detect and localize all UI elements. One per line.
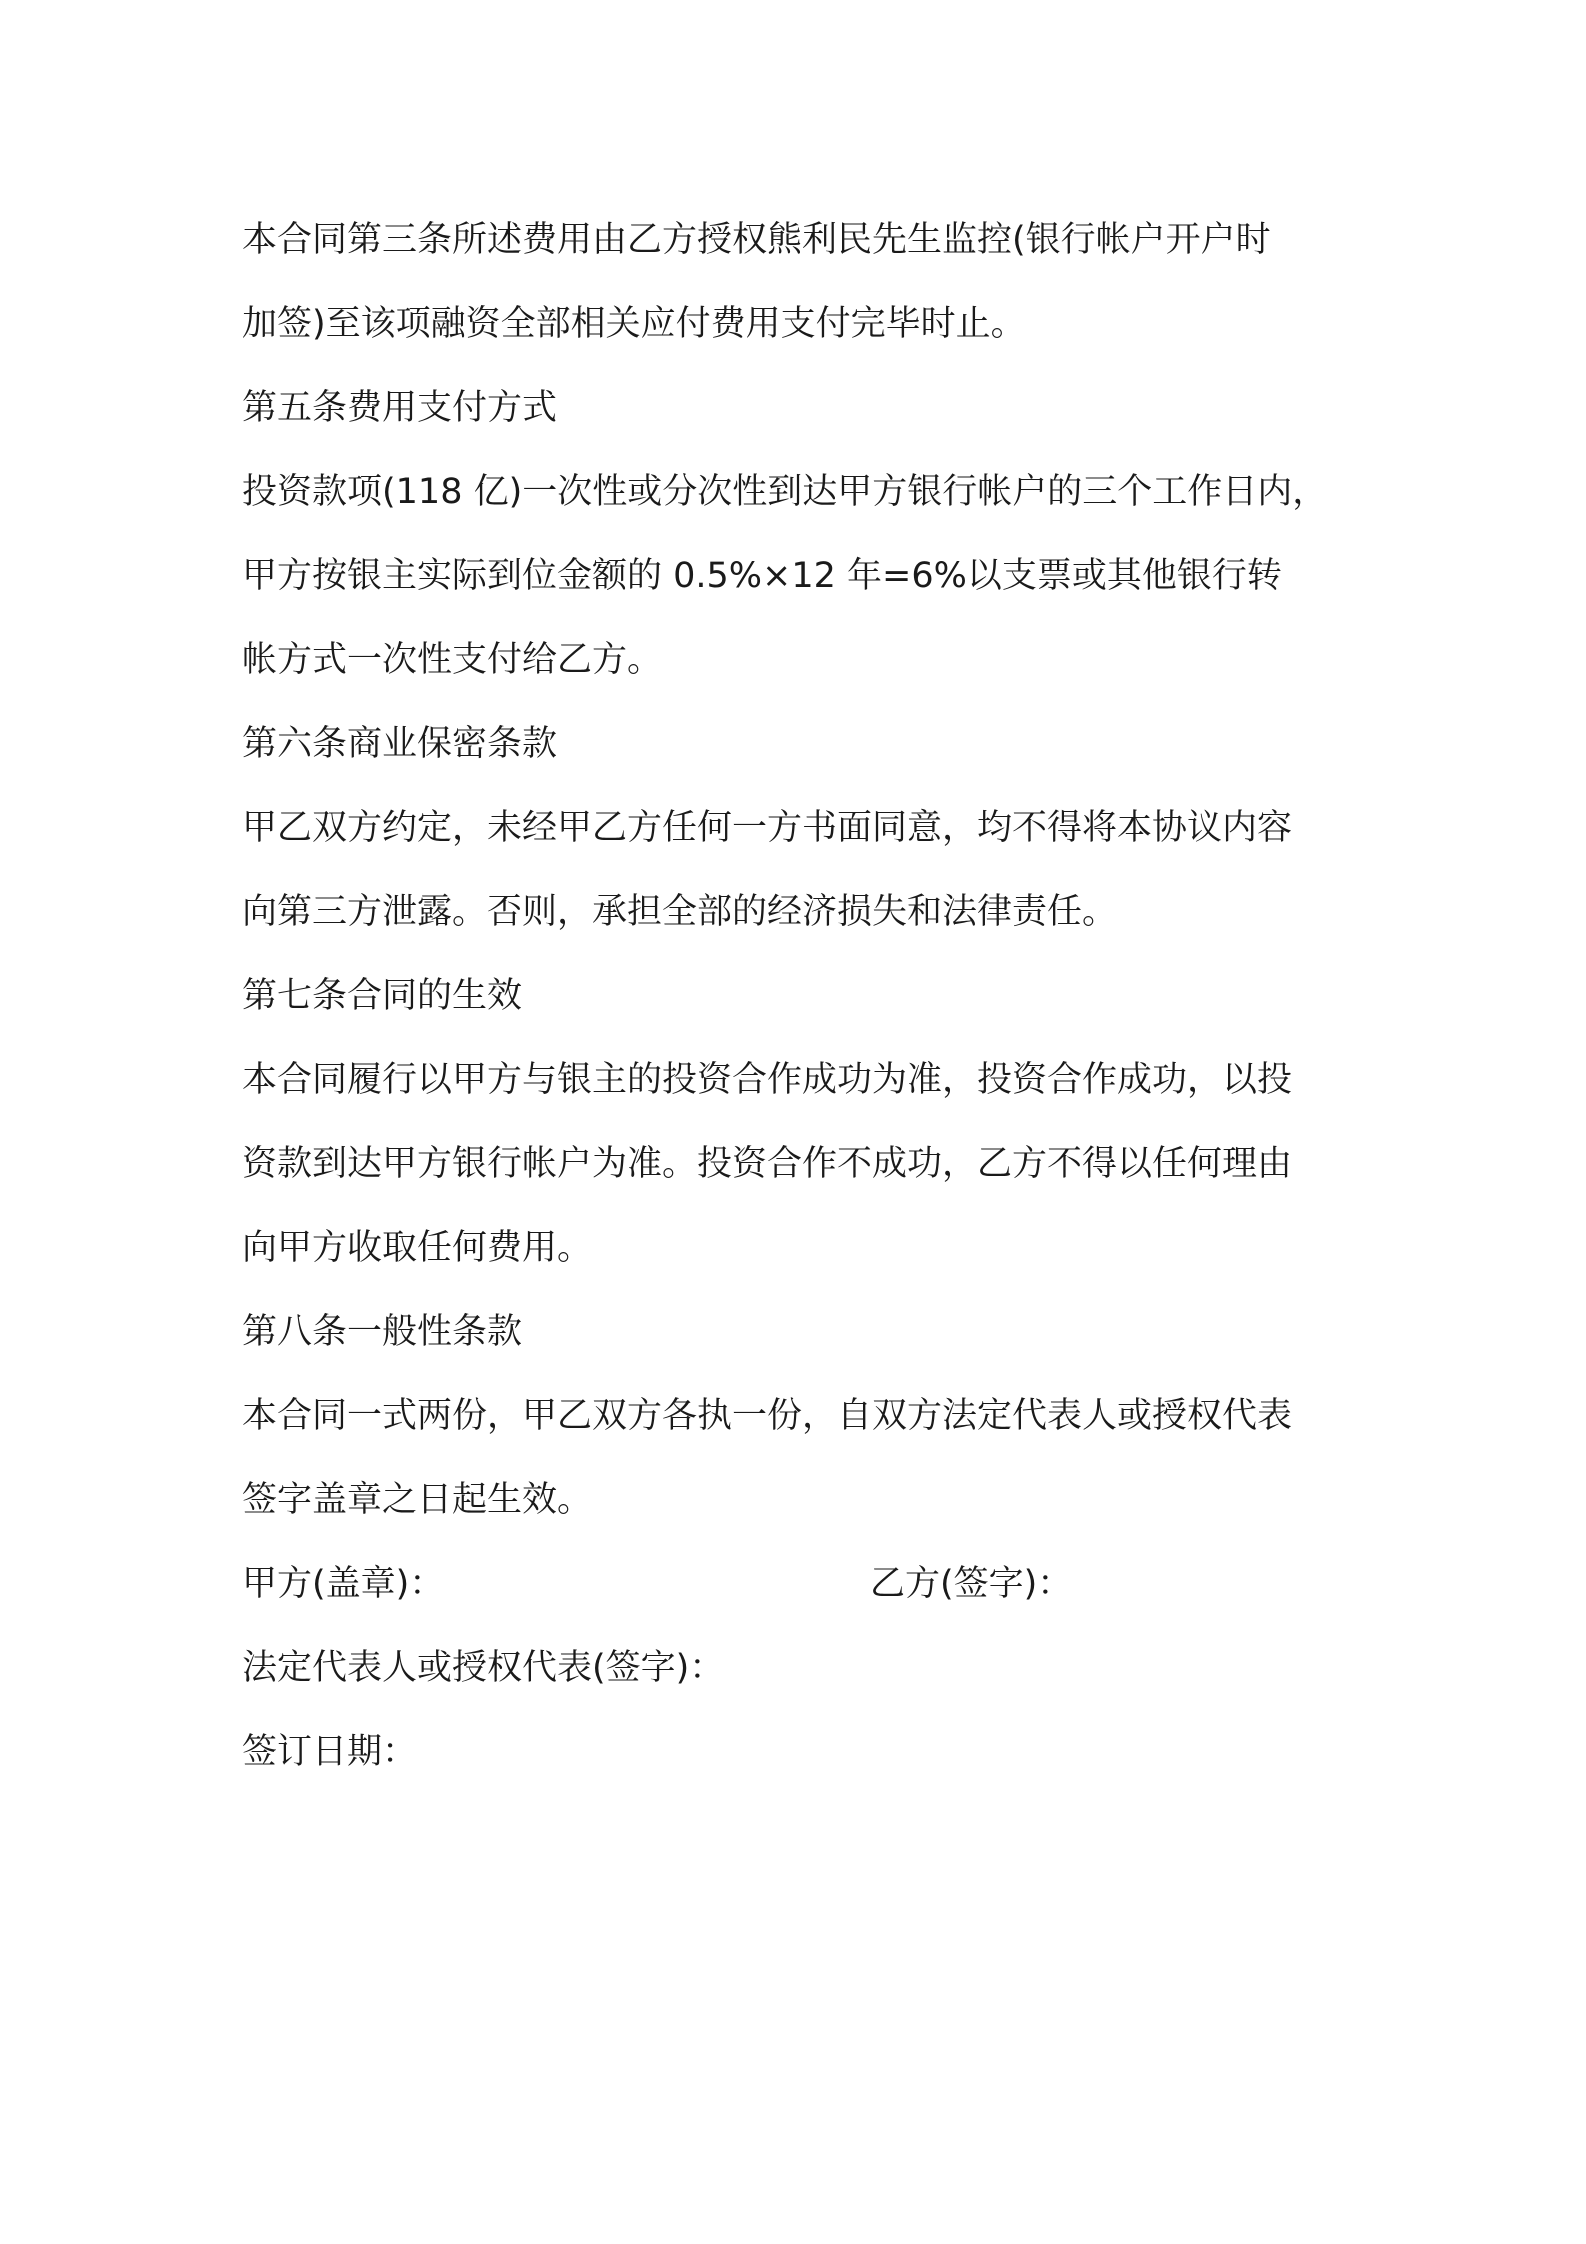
party-a-seal-label: 甲方(盖章)： — [242, 1564, 445, 1604]
document-body — [242, 198, 1372, 1794]
representative-signature-label: 法定代表人或授权代表(签字)： — [242, 1648, 725, 1688]
paragraph-line: 甲乙双方约定，未经甲乙方任何一方书面同意，均不得将本协议内容 — [242, 808, 1293, 848]
paragraph-line: 本合同履行以甲方与银主的投资合作成功为准，投资合作成功，以投 — [242, 1060, 1293, 1100]
section-heading-7: 第七条合同的生效 — [242, 976, 523, 1016]
section-heading-8: 第八条一般性条款 — [242, 1312, 523, 1352]
paragraph-line: 签字盖章之日起生效。 — [242, 1480, 593, 1520]
paragraph-line: 加签)至该项融资全部相关应付费用支付完毕时止。 — [242, 304, 1026, 344]
paragraph-line: 向第三方泄露。否则，承担全部的经济损失和法律责任。 — [242, 892, 1118, 932]
paragraph-line: 甲方按银主实际到位金额的 0.5%×12 年=6%以支票或其他银行转 — [242, 556, 1282, 596]
section-heading-6: 第六条商业保密条款 — [242, 724, 558, 764]
party-b-signature-label: 乙方(签字)： — [870, 1564, 1073, 1604]
paragraph-line: 帐方式一次性支付给乙方。 — [242, 640, 663, 680]
section-heading-5: 第五条费用支付方式 — [242, 388, 558, 428]
paragraph-line: 本合同一式两份，甲乙双方各执一份，自双方法定代表人或授权代表 — [242, 1396, 1293, 1436]
paragraph-line: 资款到达甲方银行帐户为准。投资合作不成功，乙方不得以任何理由 — [242, 1144, 1293, 1184]
signing-date-label: 签订日期： — [242, 1732, 418, 1772]
signature-row — [242, 1542, 1372, 1626]
paragraph-line: 向甲方收取任何费用。 — [242, 1228, 593, 1268]
paragraph-line: 本合同第三条所述费用由乙方授权熊利民先生监控(银行帐户开户时 — [242, 220, 1271, 260]
paragraph-line: 投资款项(118 亿)一次性或分次性到达甲方银行帐户的三个工作日内， — [242, 472, 1328, 512]
